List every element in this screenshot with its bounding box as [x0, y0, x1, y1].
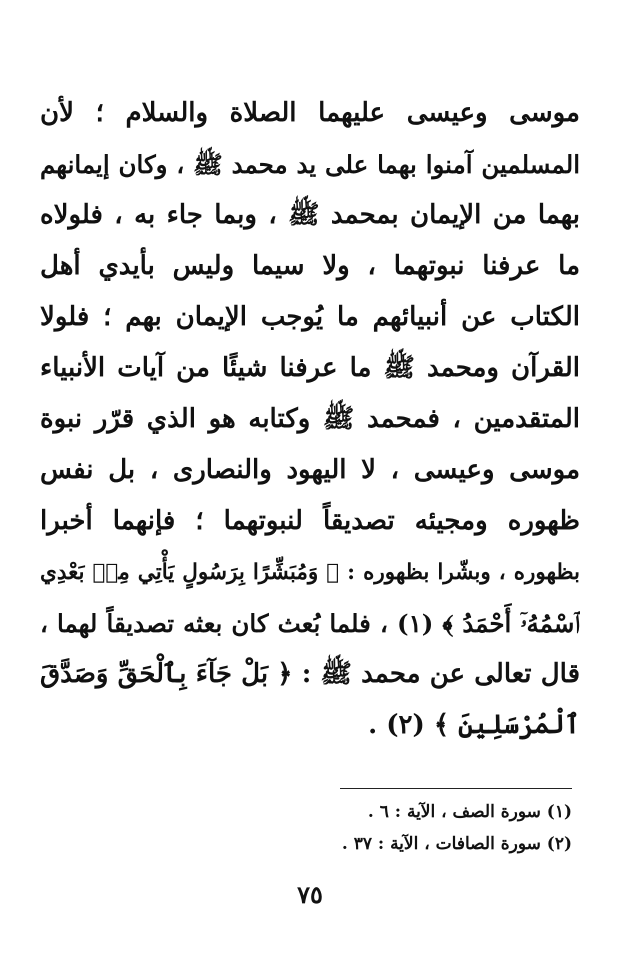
text-line: الكتاب عن أنبيائهم ما يُوجب الإيمان بهم ؛ فلولا: [40, 302, 580, 332]
text-line: المسلمين آمنوا بهما على يد محمد ﷺ ، وكان إيمانهم: [40, 150, 580, 179]
text-line: ظهوره ومجيئه تصديقاً لنبوتهما ؛ فإنهما أخبرا: [40, 506, 580, 536]
text-line: القرآن ومحمد ﷺ ما عرفنا شيئًا من آيات الأنبياء: [40, 353, 580, 383]
text-line: بهما من الإيمان بمحمد ﷺ ، وبما جاء به ، فلولاه: [40, 200, 580, 230]
main-text: [40, 88, 580, 751]
footnote-2: (٢) سورة الصافات ، الآية : ٣٧ .: [341, 834, 572, 854]
page-number: ٧٥: [297, 880, 323, 909]
text-line: بظهوره ، وبشّرا بظهوره : ﴿ وَمُبَشِّرًا بِرَسُولٍ يَأْتِي مِنۢ بَعْدِي: [40, 560, 580, 585]
text-line: ما عرفنا نبوتهما ، ولا سيما وليس بأيدي أهل: [40, 251, 580, 281]
text-line: موسى وعيسى ، لا اليهود والنصارى ، بل نفس: [40, 455, 580, 485]
text-line: ٱسْمُهُۥٓ أَحْمَدُ ﴾ (١) ، فلما بُعث كان بعثه تصديقاً لهما ،: [40, 609, 580, 638]
footnotes: [342, 796, 572, 860]
footnote-1: (١) سورة الصف ، الآية : ٦ .: [367, 802, 572, 822]
text-line: ٱلْمُرْسَلِينَ ﴾ (٢) .: [368, 710, 580, 740]
text-line: المتقدمين ، فمحمد ﷺ وكتابه هو الذي قرّر نبوة: [40, 404, 580, 434]
text-line: قال تعالى عن محمد ﷺ : ﴿ بَلْ جَآءَ بِٱلْحَقِّ وَصَدَّقَ: [40, 659, 580, 689]
text-line: موسى وعيسى عليهما الصلاة والسلام ؛ لأن: [40, 98, 580, 128]
footnote-divider: [340, 788, 572, 789]
